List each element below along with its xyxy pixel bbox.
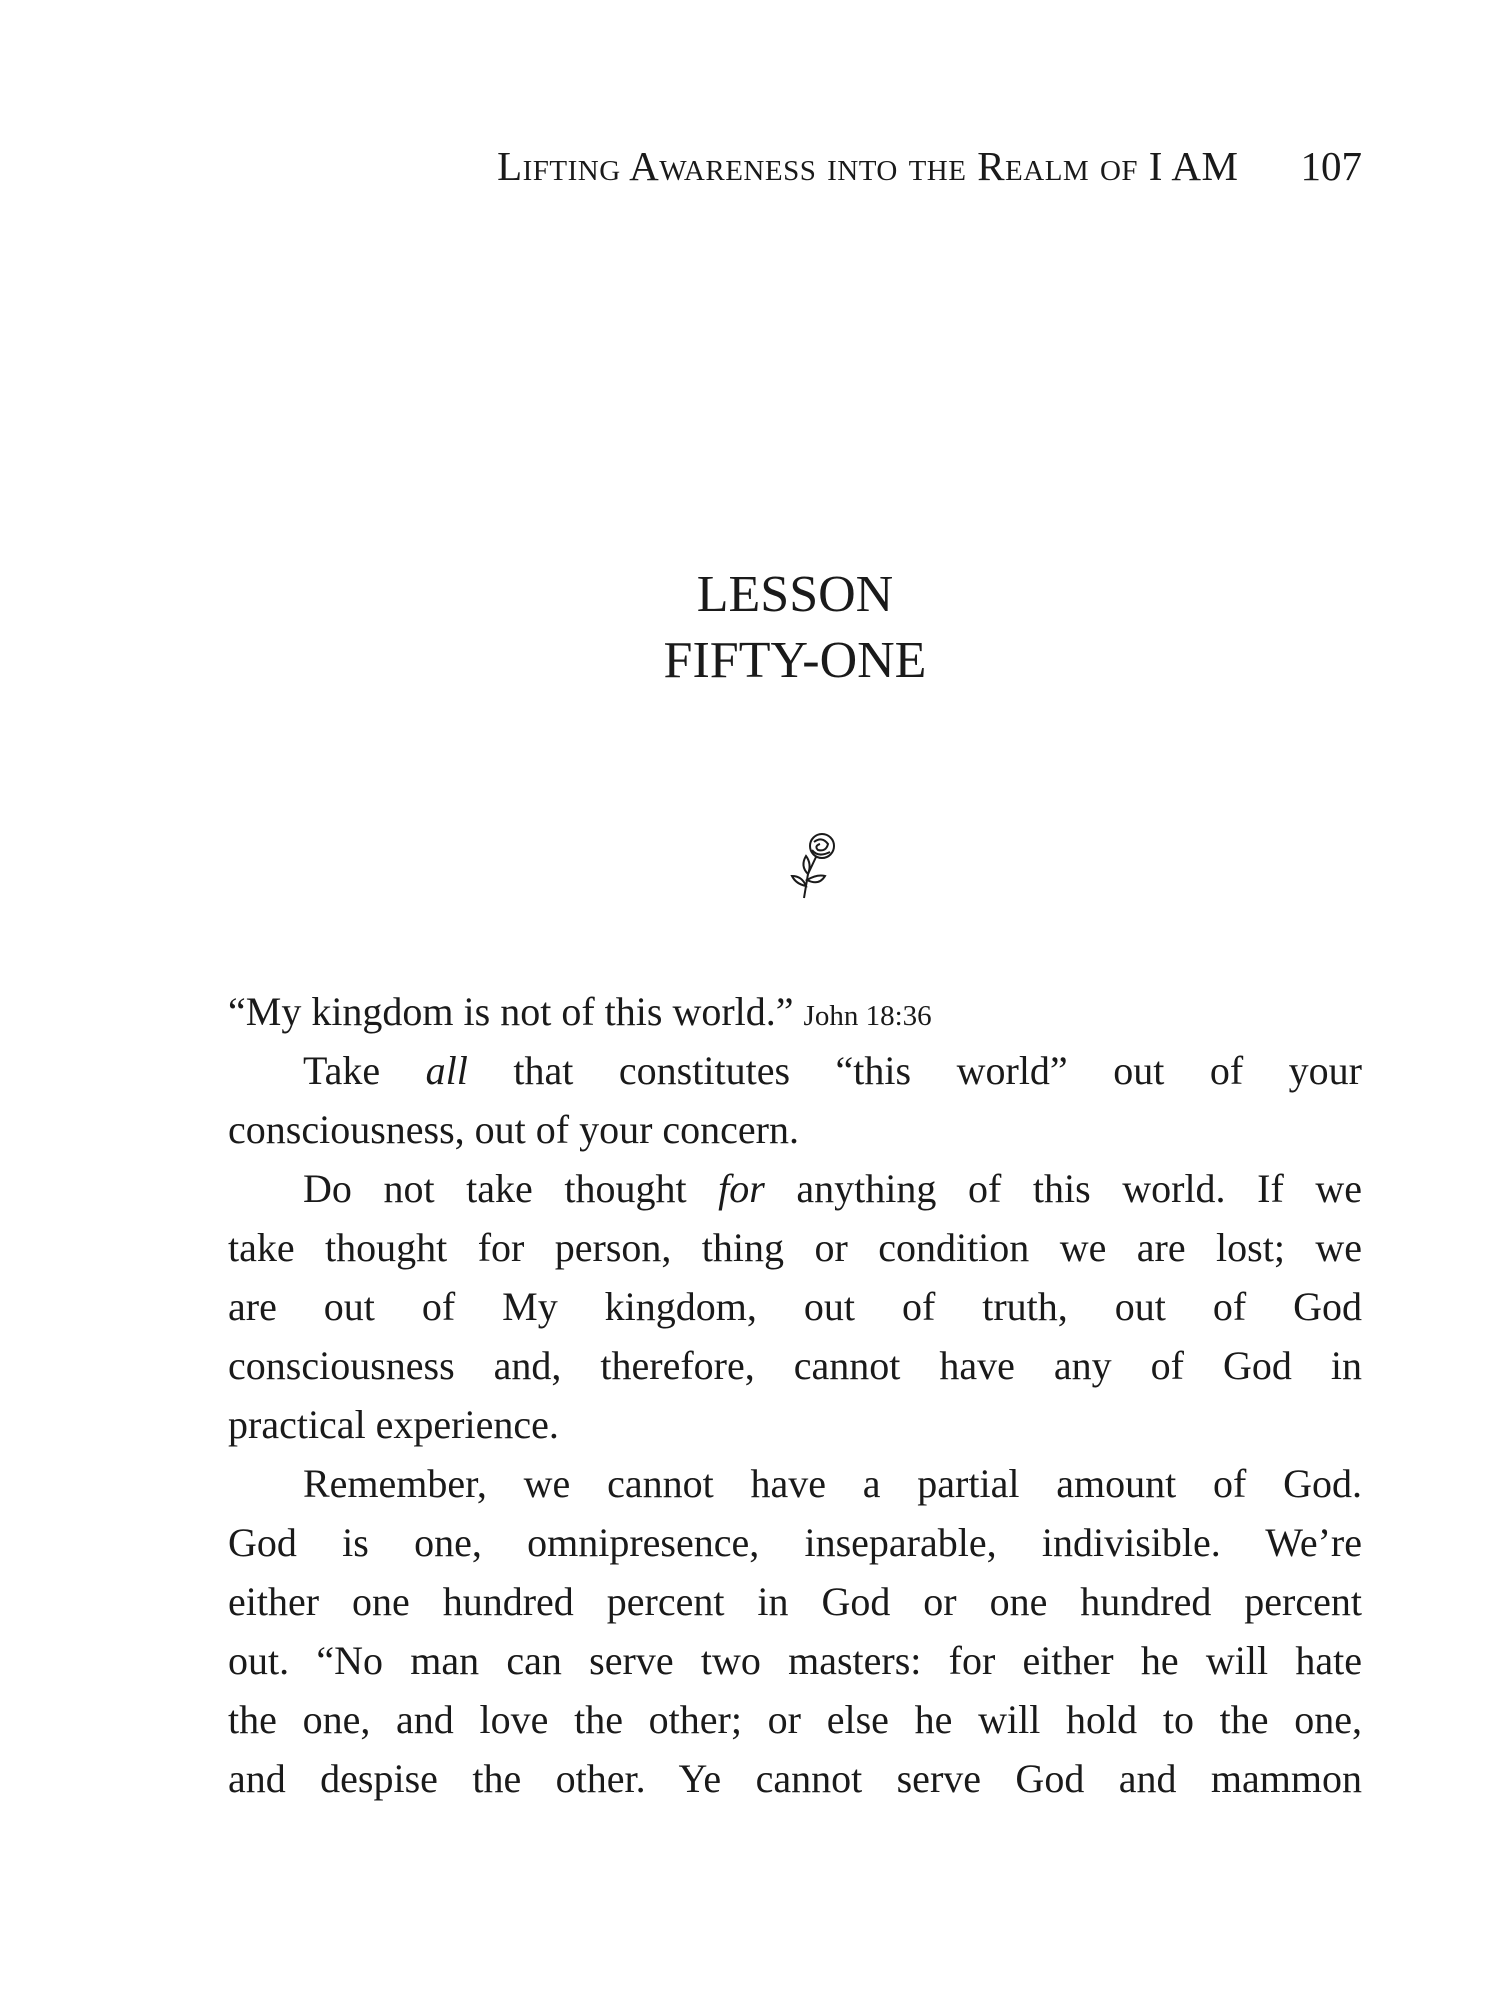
text-segment: out. “No man can serve two masters: for either he will hate: [228, 1638, 1362, 1683]
text-segment: and despise the other. Ye cannot serve God and mammon: [228, 1756, 1362, 1801]
text-segment: Take: [303, 1048, 426, 1093]
text-line: [228, 1277, 1362, 1336]
text-line: [228, 1100, 1362, 1159]
text-segment: God is one, omnipresence, inseparable, indivisible. We’re: [228, 1520, 1362, 1565]
paragraph: [228, 1454, 1362, 1808]
lesson-title: [0, 562, 1500, 694]
text-line: [228, 1631, 1362, 1690]
paragraph: [228, 982, 1362, 1041]
text-segment: “My kingdom is not of this world.”: [228, 989, 804, 1034]
text-line: [228, 982, 1362, 1041]
emphasis-text: for: [718, 1166, 765, 1211]
text-line: [228, 1159, 1362, 1218]
text-line: [228, 1572, 1362, 1631]
text-segment: Do not take thought: [303, 1166, 719, 1211]
text-segment: Remember, we cannot have a partial amount of God.: [303, 1461, 1362, 1506]
text-segment: practical experience.: [228, 1402, 559, 1447]
text-segment: the one, and love the other; or else he will hold to the one,: [228, 1697, 1362, 1742]
scripture-citation: John 18:36: [803, 1000, 932, 1032]
lesson-title-line-2: FIFTY-ONE: [663, 632, 927, 689]
text-line: [228, 1041, 1362, 1100]
emphasis-text: all: [425, 1048, 468, 1093]
text-line: [228, 1218, 1362, 1277]
lesson-title-line-1: LESSON: [696, 566, 894, 623]
text-line: [228, 1336, 1362, 1395]
paragraph: [228, 1041, 1362, 1159]
text-segment: anything of this world. If we: [764, 1166, 1362, 1211]
running-head: [300, 142, 1362, 190]
text-segment: consciousness, out of your concern.: [228, 1107, 799, 1152]
paragraph: [228, 1159, 1362, 1454]
text-segment: are out of My kingdom, out of truth, out of God: [228, 1284, 1362, 1329]
rose-icon: [784, 830, 844, 902]
page-number: 107: [1300, 143, 1362, 189]
text-segment: take thought for person, thing or condition we are lost; we: [228, 1225, 1362, 1270]
text-line: [228, 1690, 1362, 1749]
body-text: [228, 982, 1362, 1808]
text-line: [228, 1395, 1362, 1454]
text-line: [228, 1749, 1362, 1808]
text-segment: that constitutes “this world” out of your: [467, 1048, 1362, 1093]
text-line: [228, 1454, 1362, 1513]
running-head-title: Lifting Awareness into the Realm of I AM: [497, 143, 1239, 189]
text-segment: consciousness and, therefore, cannot have any of God in: [228, 1343, 1362, 1388]
text-segment: either one hundred percent in God or one hundred percent: [228, 1579, 1362, 1624]
text-line: [228, 1513, 1362, 1572]
